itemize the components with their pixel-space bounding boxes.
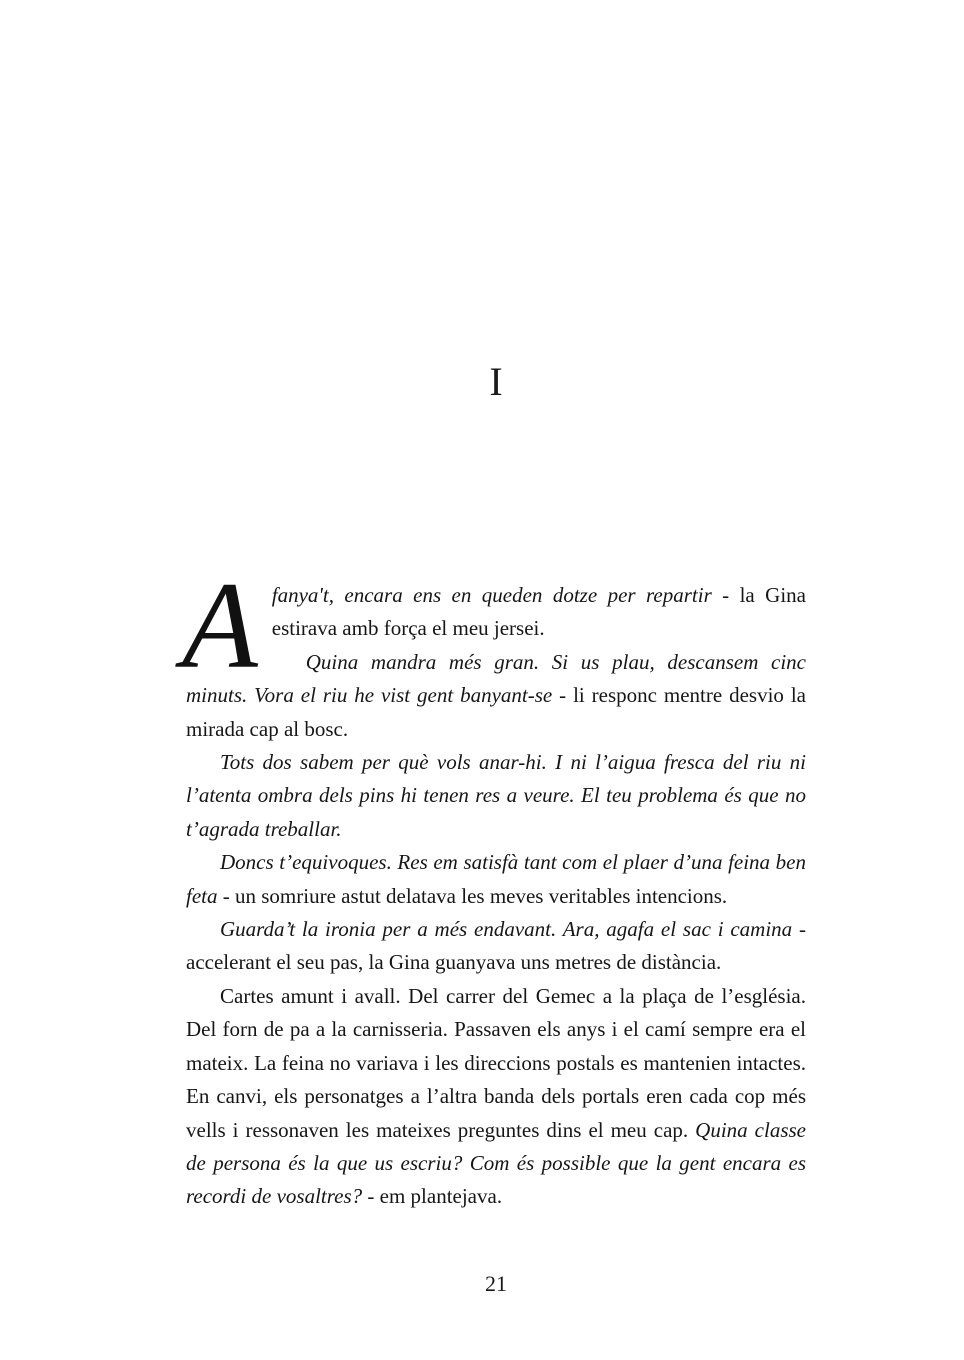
text-segment: Quina classe de persona és la que us escriu? Com és possible que la gent encara es recordi de vosaltres?	[186, 1117, 806, 1209]
text-segment: Cartes amunt i avall. Del carrer del Gemec a la plaça de l’església. Del forn de pa a la carnisseria. Passaven els anys i el camí sempre era el mateix. La feina no variava i les direccions postals es mantenien intactes. En canvi, els personatges a l’altra banda dels portals eren cada cop més vells i ressonaven les mateixes preguntes dins el meu cap.	[186, 983, 806, 1142]
body-text	[182, 557, 807, 1214]
paragraph	[186, 846, 806, 913]
paragraph	[186, 980, 806, 1214]
text-segment: - un somriure astut delatava les meves veritables intencions.	[217, 883, 728, 908]
dropcap: A	[182, 557, 258, 694]
text-segment: - li responc mentre desvio la mirada cap al bosc.	[186, 683, 806, 741]
paragraph	[186, 646, 806, 746]
text-segment: fanya't, encara ens en queden dotze per repartir	[271, 583, 712, 607]
text-segment: - accelerant el seu pas, la Gina guanyava uns metres de distància.	[186, 917, 807, 975]
paragraph	[186, 913, 806, 980]
text-segment: - la Gina estirava amb força el meu jersei.	[271, 583, 806, 641]
text-segment: Tots dos sabem per què vols anar-hi. I ni l’aigua fresca del riu ni l’atenta ombra dels pins hi tenen res a veure. El teu problema és que no t’agrada treballar.	[186, 750, 806, 841]
paragraph	[186, 746, 806, 846]
chapter-heading: I	[489, 359, 503, 404]
page-number: 21	[485, 1271, 507, 1296]
text-segment: - em plantejava.	[362, 1184, 503, 1209]
text-segment: Quina mandra més gran. Si us plau, descansem cinc minuts. Vora el riu he vist gent banyant-se	[186, 649, 806, 708]
text-segment: Doncs t’equivoques. Res em satisfà tant com el plaer d’una feina ben feta	[186, 850, 806, 908]
text-segment: Guarda’t la ironia per a més endavant. Ara, agafa el sac i camina	[220, 917, 793, 942]
